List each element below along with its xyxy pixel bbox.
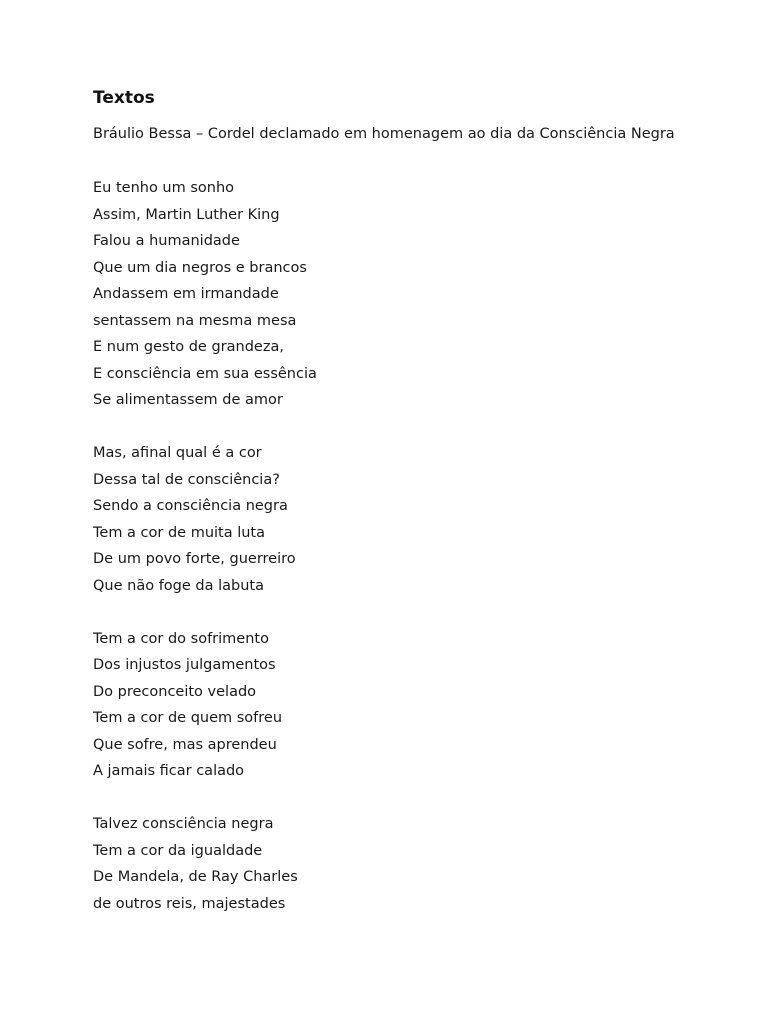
document-title: Textos bbox=[93, 88, 155, 108]
poem-line: Mas, afinal qual é a cor bbox=[93, 445, 262, 461]
stanza bbox=[93, 626, 317, 785]
poem-line: Assim, Martin Luther King bbox=[93, 206, 280, 223]
poem-line: Se alimentassem de amor bbox=[93, 392, 283, 408]
poem-line: Que um dia negros e brancos bbox=[93, 259, 307, 276]
poem-line: Tem a cor de muita luta bbox=[93, 524, 266, 541]
poem-line: Tem a cor de quem sofreu bbox=[93, 710, 283, 726]
poem-line: Talvez consciência negra bbox=[93, 816, 274, 832]
poem-line: Tem a cor da igualdade bbox=[93, 842, 263, 859]
poem-line: Eu tenho um sonho bbox=[93, 180, 235, 196]
poem-line: Andassem em irmandade bbox=[93, 286, 279, 302]
poem-line: Tem a cor do sofrimento bbox=[93, 630, 269, 647]
poem-line: De um povo forte, guerreiro bbox=[93, 551, 296, 567]
poem-line: Falou a humanidade bbox=[93, 233, 240, 249]
poem-line: A jamais ficar calado bbox=[93, 763, 245, 779]
poem-line: Dos injustos julgamentos bbox=[93, 657, 276, 673]
document-subtitle: Bráulio Bessa – Cordel declamado em homenagem ao dia da Consciência Negra bbox=[93, 126, 675, 142]
poem-line: Do preconceito velado bbox=[93, 683, 257, 700]
poem bbox=[93, 175, 317, 944]
stanza bbox=[93, 811, 317, 917]
poem-line: Que sofre, mas aprendeu bbox=[93, 736, 277, 753]
poem-line: Dessa tal de consciência? bbox=[93, 471, 280, 488]
poem-line: De Mandela, de Ray Charles bbox=[93, 869, 298, 885]
stanza bbox=[93, 175, 317, 414]
poem-line: Sendo a consciência negra bbox=[93, 498, 288, 514]
poem-line: de outros reis, majestades bbox=[93, 895, 286, 912]
poem-line: Que não foge da labuta bbox=[93, 577, 264, 594]
poem-line: E num gesto de grandeza, bbox=[93, 339, 284, 355]
stanza bbox=[93, 440, 317, 599]
poem-line: E consciência em sua essência bbox=[93, 365, 317, 382]
poem-line: sentassem na mesma mesa bbox=[93, 312, 297, 329]
